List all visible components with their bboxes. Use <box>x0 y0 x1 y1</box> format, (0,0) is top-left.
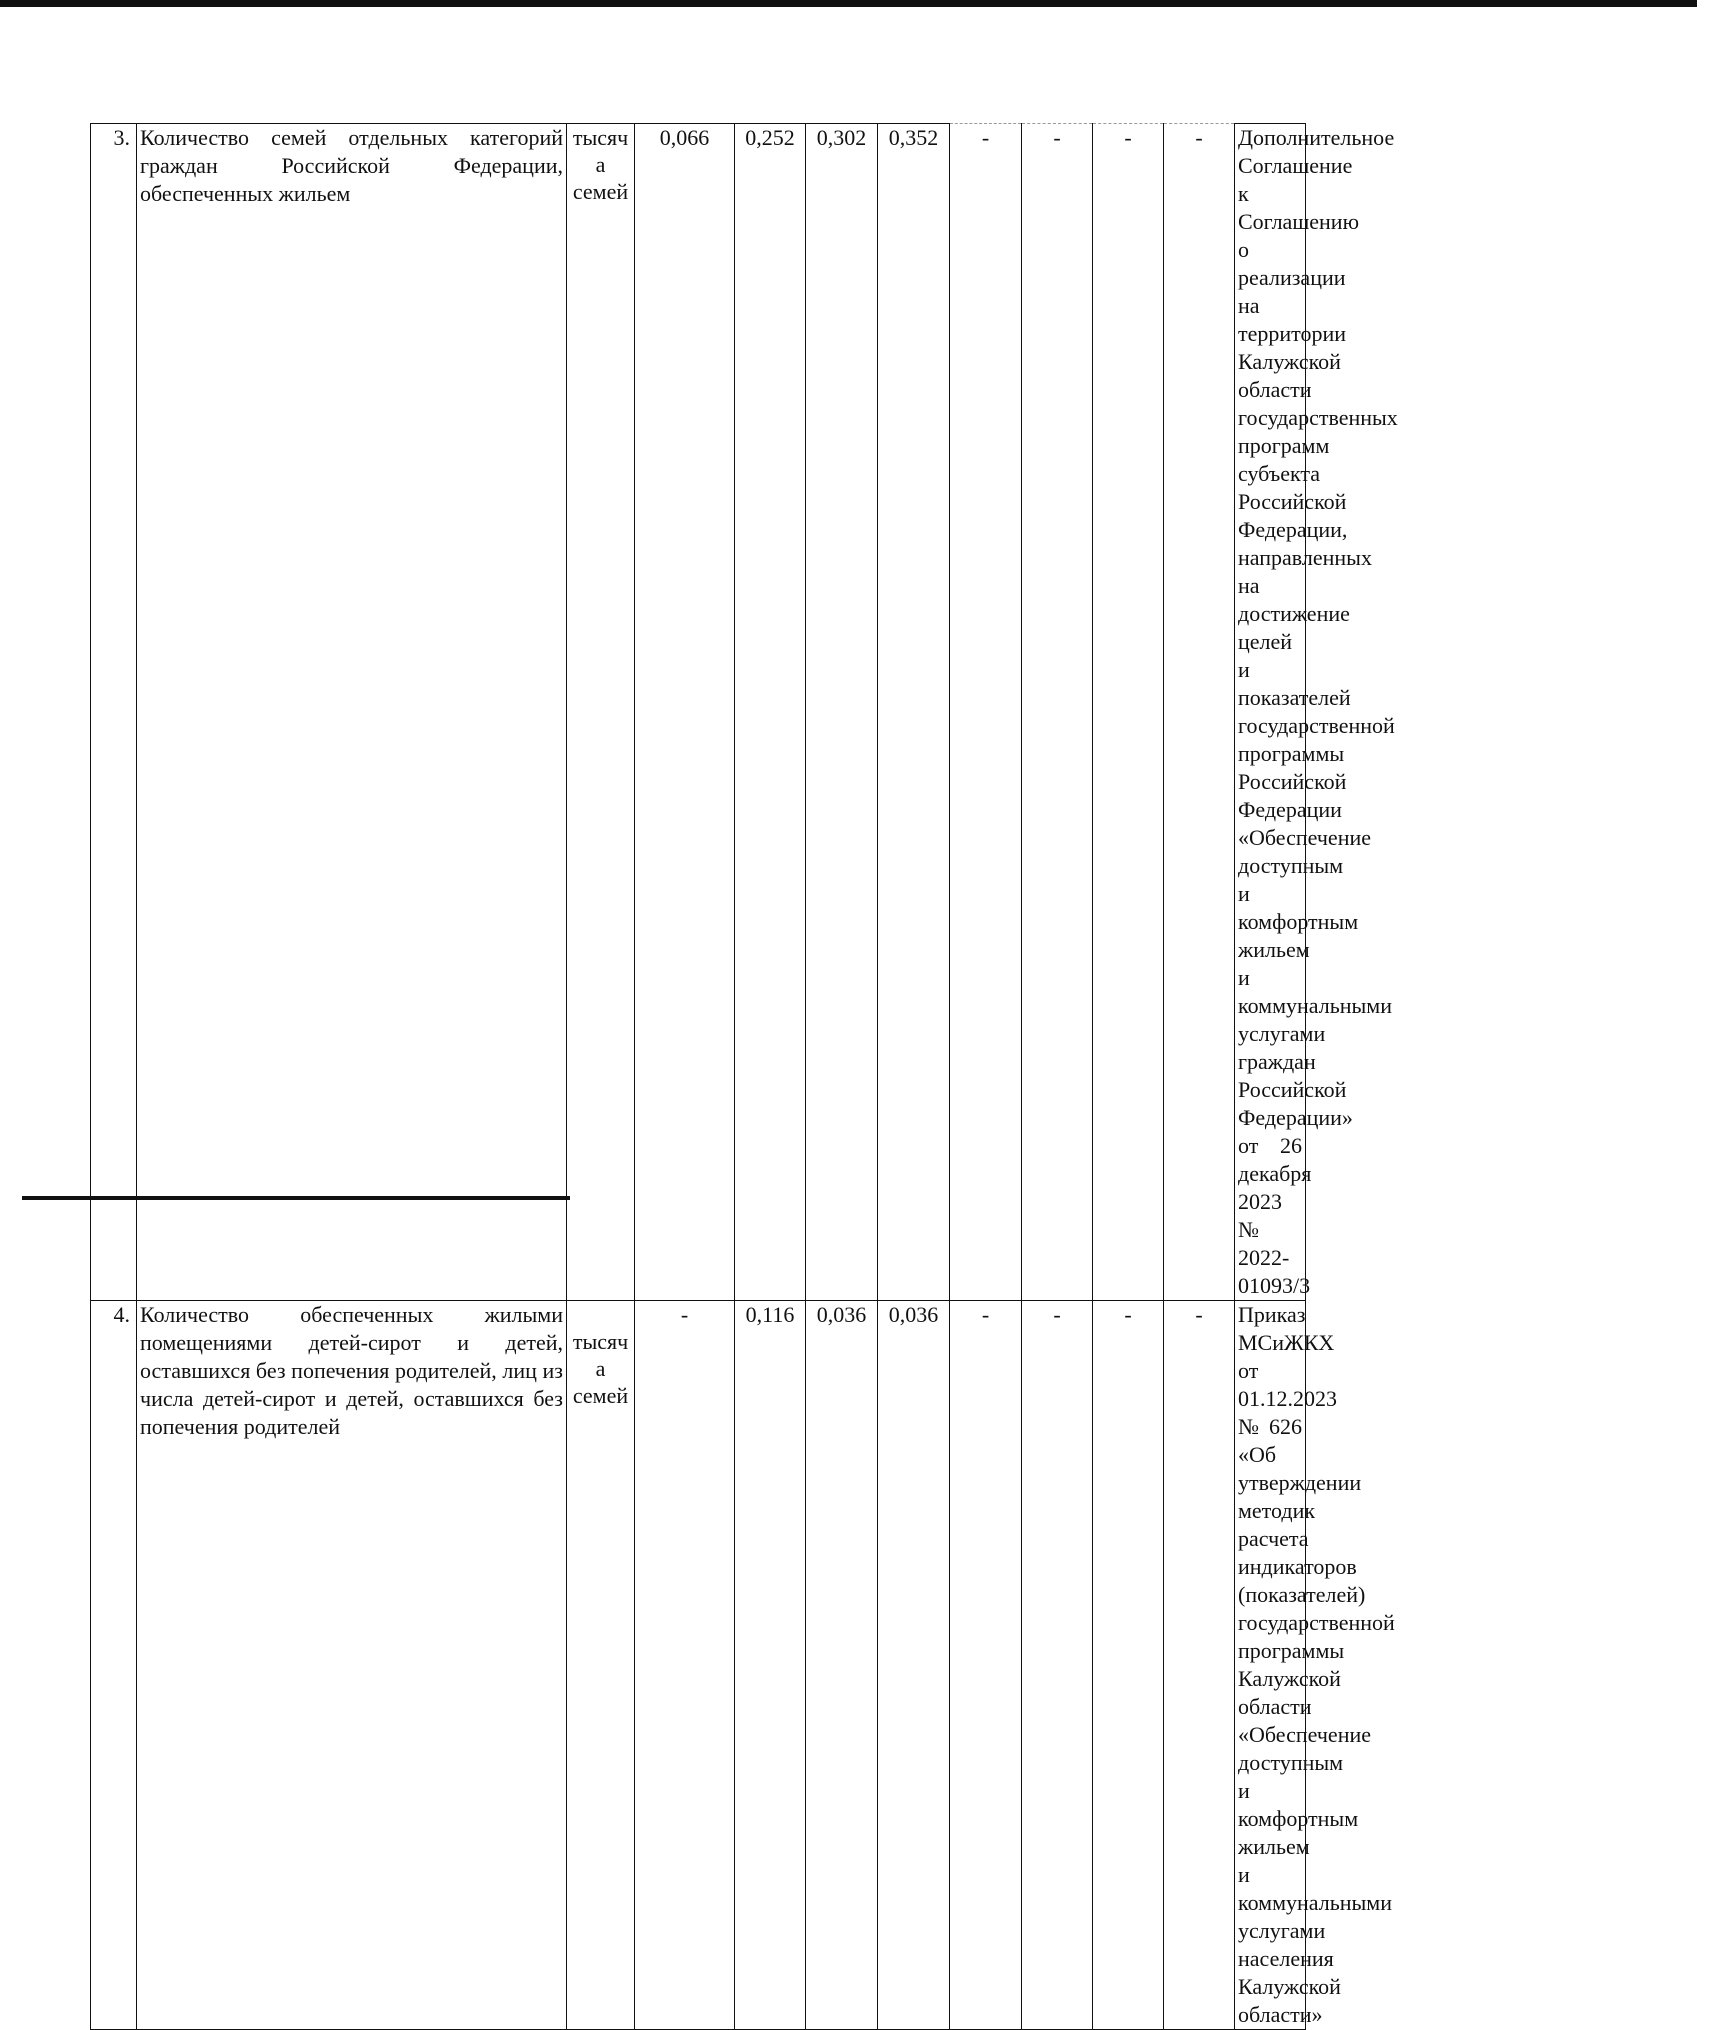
value-cell: 0,066 <box>635 124 735 1301</box>
value-cell: - <box>635 1301 735 2030</box>
value-cell: - <box>950 1301 1022 2030</box>
source-document <box>1235 1301 1395 2030</box>
value-cell: - <box>1093 1301 1164 2030</box>
indicators-table <box>90 123 1711 2030</box>
scan-edge-bottom <box>22 1196 570 1200</box>
value-cell: - <box>950 124 1022 1301</box>
unit-line: семей <box>572 1383 629 1408</box>
unit-line: тысяч <box>572 1329 629 1354</box>
unit-line <box>570 1301 631 1328</box>
unit-line: а <box>595 152 606 177</box>
indicator-name: Количество семей отдельных категорий граждан Российской Федерации, обеспеченных жильем <box>137 124 567 1301</box>
value-cell: 0,116 <box>735 1301 806 2030</box>
value-cell: - <box>1164 1301 1235 2030</box>
row-number: 3. <box>91 124 137 1301</box>
indicator-name: Количество обеспеченных жилыми помещениями детей-сирот и детей, оставшихся без попечения родителей, лиц из числа детей-сирот и детей, оставшихся без попечения родителей <box>137 1301 567 2030</box>
value-cell: 0,036 <box>878 1301 950 2030</box>
value-cell: - <box>1022 1301 1093 2030</box>
unit-line: семей <box>572 179 629 204</box>
value-cell: 0,302 <box>806 124 878 1301</box>
table-row <box>91 124 1711 1301</box>
table-row <box>91 1301 1711 2030</box>
unit-cell <box>567 124 635 1301</box>
value-cell: 0,252 <box>735 124 806 1301</box>
source-text: Дополнительное Соглашение к Соглашению о реализации на территории Калужской области государственных программ субъекта Российской Федерации, направленных на достижение целей и показателей государственной программы Российской Федерации «Обеспечение доступным и комфортным жильем и коммунальными услугами граждан Российской Федерации» от 26 декабря 2023 № 2022-01093/3 <box>1238 125 1398 1298</box>
value-cell: - <box>1164 124 1235 1301</box>
row-number: 4. <box>91 1301 137 2030</box>
source-document <box>1235 124 1398 1301</box>
value-cell: - <box>1022 124 1093 1301</box>
value-cell: - <box>1093 124 1164 1301</box>
unit-cell <box>567 1301 635 2030</box>
value-cell: 0,352 <box>878 124 950 1301</box>
scan-edge-top <box>0 0 1697 7</box>
source-text: Приказ МСиЖКХ от 01.12.2023 № 626 «Об утверждении методик расчета индикаторов (показателей) государственной программы Калужской области «Обеспечение доступным и комфортным жильем и коммунальными услугами населения Калужской области» <box>1238 1302 1395 2027</box>
unit-line: а <box>595 1356 606 1381</box>
value-cell: 0,036 <box>806 1301 878 2030</box>
unit-line: тысяч <box>572 125 629 150</box>
